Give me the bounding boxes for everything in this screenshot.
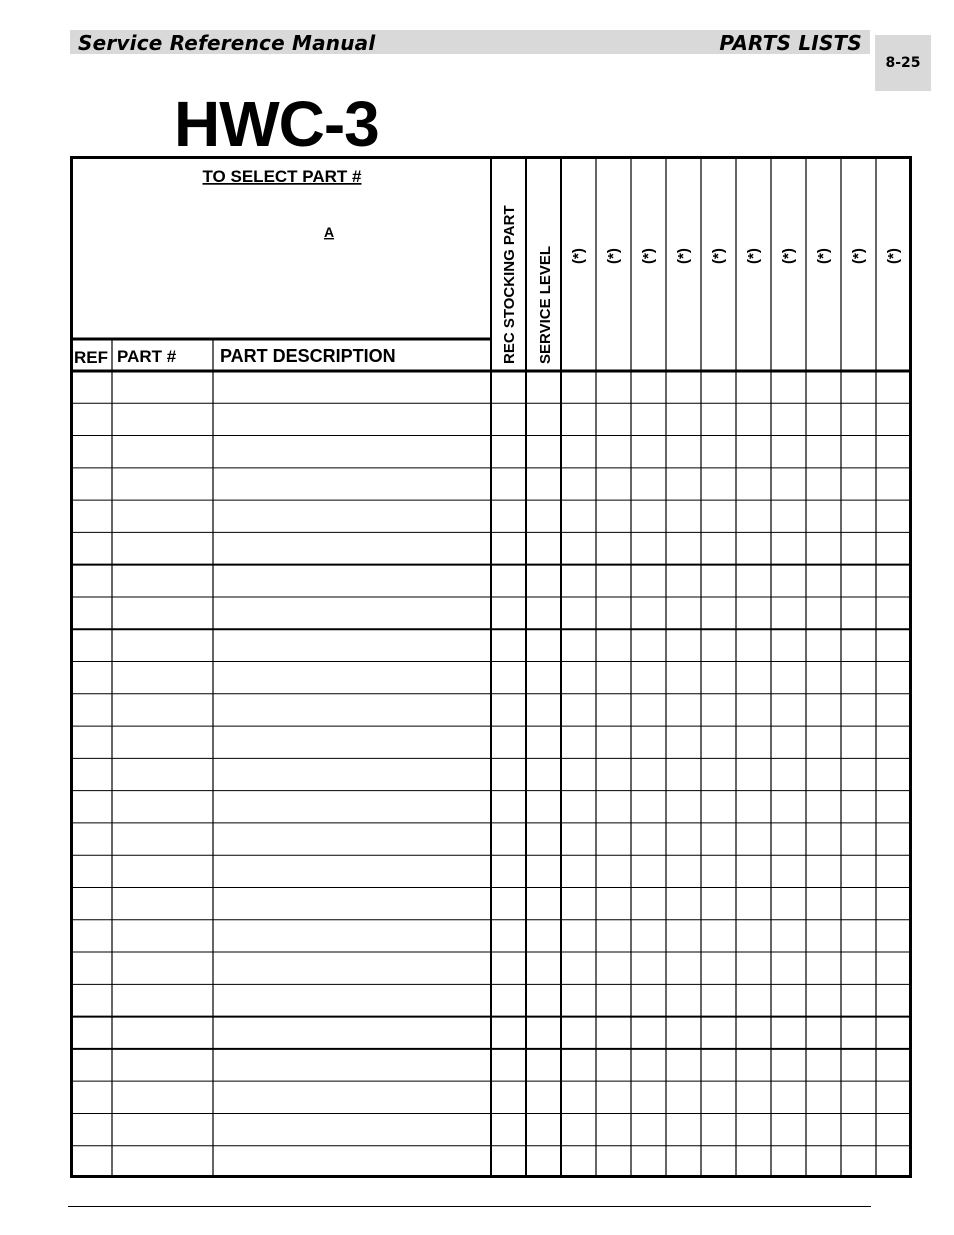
col-header-option-9: (*) [850,248,867,264]
col-header-service: SERVICE LEVEL [537,245,554,364]
col-header-part: PART # [117,347,177,366]
parts-table [70,156,912,1178]
col-header-option-4: (*) [675,248,692,264]
footer-rule [68,1206,871,1207]
col-header-option-3: (*) [640,248,657,264]
table-grid [70,156,912,1178]
page-tab [875,35,931,91]
select-part-letter: A [323,224,335,240]
table-labels [74,167,902,367]
header-bar [70,30,870,54]
col-header-option-1: (*) [570,248,587,264]
page-number: 8-25 [885,55,921,71]
col-header-option-5: (*) [710,248,727,264]
select-part-title: TO SELECT PART # [202,167,362,186]
model-title: HWC-3 [174,88,379,160]
col-header-description: PART DESCRIPTION [220,346,396,366]
section-title: PARTS LISTS [719,31,862,55]
col-header-option-10: (*) [885,248,902,264]
col-header-option-7: (*) [780,248,797,264]
col-header-stocking: REC STOCKING PART [501,205,518,364]
col-header-option-2: (*) [605,248,622,264]
col-header-option-6: (*) [745,248,762,264]
col-header-option-8: (*) [815,248,832,264]
col-header-ref: REF [74,348,108,367]
manual-title: Service Reference Manual [78,31,376,55]
